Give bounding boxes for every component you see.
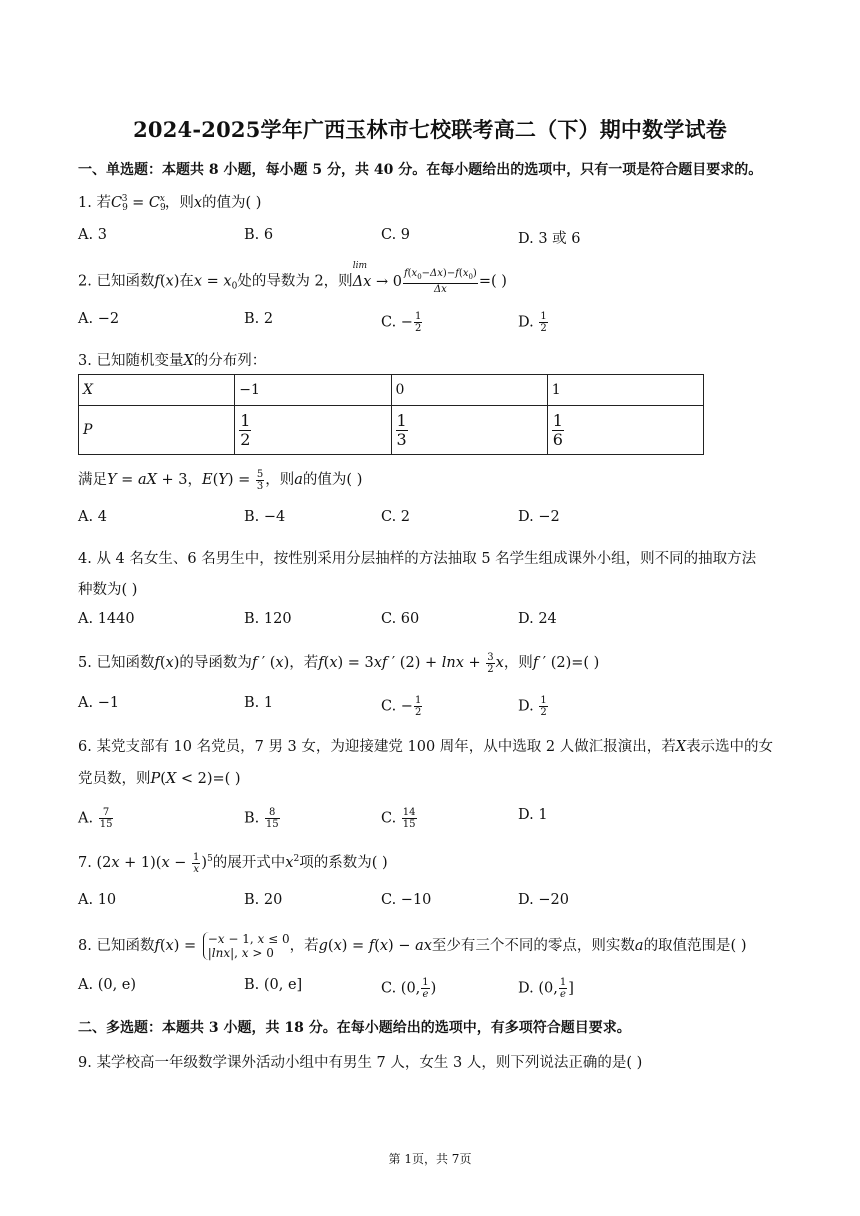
option-d[interactable]: D. −2 xyxy=(518,509,560,525)
option-c[interactable]: C. $\frac{14}{15}$ xyxy=(381,807,416,830)
option-b[interactable]: B. 6 xyxy=(244,227,274,243)
section-single-choice-heading: 一、单选题：本题共 8 小题，每小题 5 分，共 40 分。在每小题给出的选项中，只有一项是符合题目要求的。 xyxy=(78,162,763,178)
question-1-options xyxy=(78,227,778,247)
question-6-options xyxy=(78,807,778,830)
question-7: 7. (2x + 1)(x − $\frac{1}{x}$ )$^5$的展开式中$x^2$项的系数为( ) xyxy=(78,851,388,875)
section-multi-choice-heading: 二、多选题：本题共 3 小题，共 18 分。在每小题给出的选项中，有多项符合题目要求。 xyxy=(78,1020,631,1036)
option-d[interactable]: D. −20 xyxy=(518,892,569,908)
option-b[interactable]: B. −4 xyxy=(244,509,286,525)
option-a[interactable]: A. −2 xyxy=(78,311,120,327)
question-4-line-1: 4. 从 4 名女生、6 名男生中，按性别采用分层抽样的方法抽取 5 名学生组成课外小组，则不同的抽取方法 xyxy=(78,551,757,567)
option-b[interactable]: B. $\frac{8}{15}$ xyxy=(244,807,279,830)
question-8-options xyxy=(78,977,778,1000)
option-c[interactable]: C. − $\frac{1}{2}$ xyxy=(381,695,422,718)
question-3: 3. 已知随机变量X的分布列： xyxy=(78,353,267,369)
option-c[interactable]: C. 2 xyxy=(381,509,411,525)
question-8: 8. 已知函数f(x) = −x − 1, x ≤ 0 |lnx|, x > 0 ，若g(x) = f(x) − ax至少有三个不同的零点，则实数a的取值范围是( ) xyxy=(78,932,747,960)
question-7-options xyxy=(78,892,778,912)
option-d[interactable]: D. (0, $\frac{1}{e}$ ] xyxy=(518,977,574,1000)
table-row: X −1 0 1 xyxy=(79,375,704,406)
page-footer: 第 1页，共 7页 xyxy=(388,1152,472,1166)
option-c[interactable]: C. (0, $\frac{1}{e}$ ) xyxy=(381,977,437,1000)
option-a[interactable]: A. 10 xyxy=(78,892,117,908)
question-3-condition: 满足Y = aX + 3，E(Y) = $\frac{5}{3}$ ，则a的值为( ) xyxy=(78,468,363,492)
option-c[interactable]: C. − $\frac{1}{2}$ xyxy=(381,311,422,334)
option-a[interactable]: A. (0, e) xyxy=(78,977,137,993)
question-2-options xyxy=(78,311,778,334)
option-a[interactable]: A. 4 xyxy=(78,509,107,525)
option-b[interactable]: B. 20 xyxy=(244,892,283,908)
option-d[interactable]: D. $\frac{1}{2}$ xyxy=(518,311,547,334)
option-d[interactable]: D. 24 xyxy=(518,611,557,627)
question-4-line-2: 种数为( ) xyxy=(78,582,138,598)
option-d[interactable]: D. 3 或 6 xyxy=(518,231,581,247)
option-b[interactable]: B. (0, e] xyxy=(244,977,303,993)
option-a[interactable]: A. −1 xyxy=(78,695,120,711)
option-b[interactable]: B. 120 xyxy=(244,611,292,627)
option-d[interactable]: D. $\frac{1}{2}$ xyxy=(518,695,547,718)
question-9: 9. 某学校高一年级数学课外活动小组中有男生 7 人，女生 3 人，则下列说法正确的是( ) xyxy=(78,1055,643,1071)
question-4-options xyxy=(78,611,778,631)
option-c[interactable]: C. 9 xyxy=(381,227,411,243)
question-2: 2. 已知函数f(x)在$x = x_0$处的导数为 2，则 lim Δx → 0 $\frac{f(x_0-\Delta x)-f(x_0)}{\Delta x}$ =( ) xyxy=(78,260,507,295)
option-b[interactable]: B. 1 xyxy=(244,695,274,711)
option-d[interactable]: D. 1 xyxy=(518,807,548,823)
option-a[interactable]: A. 3 xyxy=(78,227,107,243)
distribution-table xyxy=(78,374,704,455)
question-1: 1. 若$C_9^3 = C_9^x$，则x的值为( ) xyxy=(78,194,262,213)
page-title: 2024-2025学年广西玉林市七校联考高二（下）期中数学试卷 xyxy=(133,117,727,142)
option-b[interactable]: B. 2 xyxy=(244,311,274,327)
question-5-options xyxy=(78,695,778,718)
question-5: 5. 已知函数f(x)的导函数为f ′ (x)，若f(x) = 3xf ′ (2) + lnx + $\frac{3}{2}$ x，则f ′ (2)=( ) xyxy=(78,651,600,675)
option-a[interactable]: A. $\frac{7}{15}$ xyxy=(78,807,113,830)
question-6-line-1: 6. 某党支部有 10 名党员，7 男 3 女，为迎接建党 100 周年，从中选取 2 人做汇报演出，若X表示选中的女 xyxy=(78,739,774,755)
question-3-options xyxy=(78,509,778,529)
option-c[interactable]: C. 60 xyxy=(381,611,420,627)
table-row: P $\frac{1}{2}$ $\frac{1}{3}$ $\frac{1}{6}$ xyxy=(79,406,704,455)
option-c[interactable]: C. −10 xyxy=(381,892,432,908)
question-6-line-2: 党员数，则P(X < 2)=( ) xyxy=(78,771,241,787)
option-a[interactable]: A. 1440 xyxy=(78,611,135,627)
